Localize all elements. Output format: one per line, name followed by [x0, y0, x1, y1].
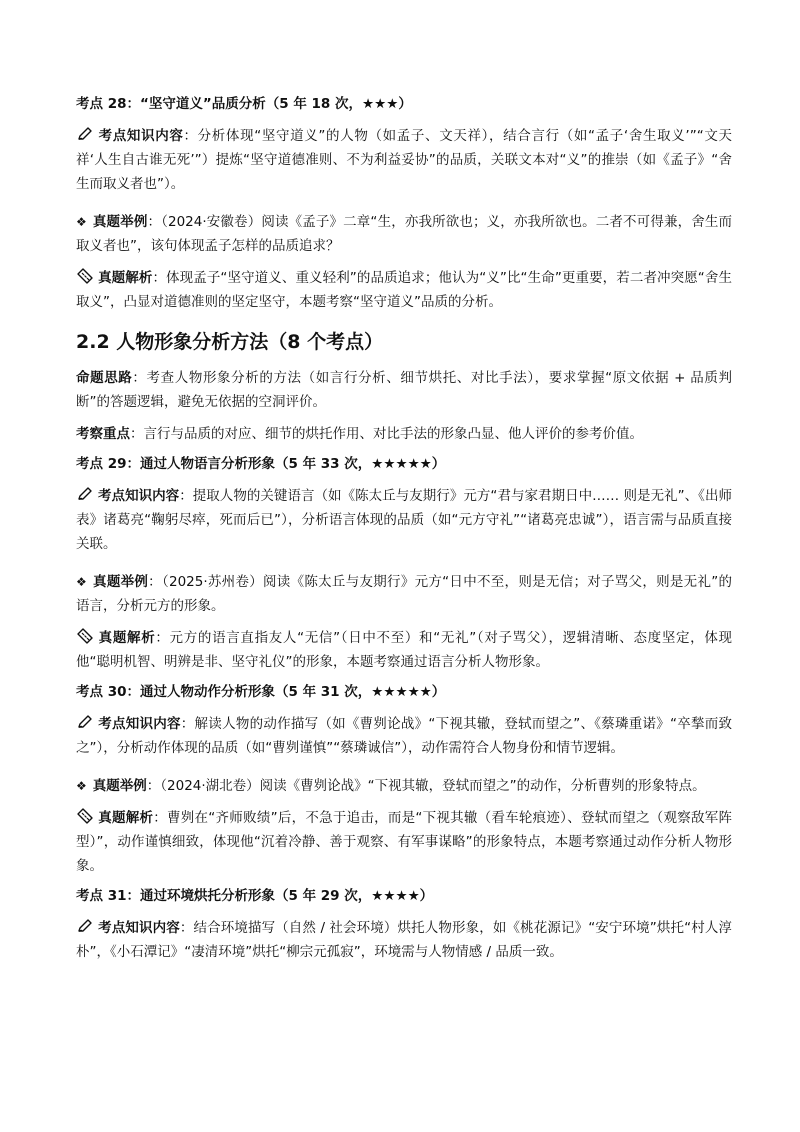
- kp29-knowledge-label: 考点知识内容: [98, 488, 180, 504]
- section-idea: [76, 366, 732, 414]
- ruler-icon: [76, 808, 94, 824]
- ruler-icon: [76, 268, 94, 284]
- section-idea-text: ：考查人物形象分析的方法（如言行分析、细节烘托、对比手法），要求掌握“原文依据 + 品质判断”的答题逻辑，避免无依据的空洞评价。: [76, 370, 733, 410]
- kp28-example: [76, 210, 732, 258]
- diamond-icon: ❖: [76, 779, 87, 793]
- kp28-example-label: 真题举例: [92, 214, 148, 230]
- kp30-knowledge-text: ：解读人物的动作描写（如《曹刿论战》“下视其辙，登轼而望之”、《蔡璘重诺》“卒揫而致之”），分析动作体现的品质（如“曹刿谨慎”“蔡璘诚信”），动作需符合人物身份和情节逻辑。: [76, 716, 733, 756]
- kp28-analysis-text: ：体现孟子“坚守道义、重义轻利”的品质追求；他认为“义”比“生命”更重要，若二者冲突愿“舍生取义”，凸显对道德准则的坚定坚守，本题考察“坚守道义”品质的分析。: [76, 270, 732, 310]
- kp29-example-label: 真题举例: [92, 574, 149, 590]
- diamond-icon: ❖: [76, 215, 87, 229]
- kp31-title: 考点 31：通过环境烘托分析形象（5 年 29 次，★★★★）: [76, 888, 434, 904]
- kp31-knowledge-text: ：结合环境描写（自然 / 社会环境）烘托人物形象，如《桃花源记》“安宁环境”烘托“村人淳朴”，《小石潭记》“凄清环境”烘托“柳宗元孤寂”，环境需与人物情感 / 品质一致。: [76, 920, 732, 960]
- pencil-icon: [76, 486, 94, 502]
- section-focus-label: 考察重点: [76, 426, 130, 442]
- kp31-knowledge: [76, 916, 732, 964]
- section-focus: [76, 422, 732, 446]
- kp30-knowledge-label: 考点知识内容: [98, 716, 181, 732]
- kp29-title: 考点 29：通过人物语言分析形象（5 年 33 次，★★★★★）: [76, 456, 446, 472]
- section-focus-text: ：言行与品质的对应、细节的烘托作用、对比手法的形象凸显、他人评价的参考价值。: [130, 426, 643, 442]
- kp29-analysis-text: ：元方的语言直指友人“无信”（日中不至）和“无礼”（对子骂父），逻辑清晰、态度坚定，体现他“聪明机智、明辨是非、坚守礼仪”的形象，本题考察通过语言分析人物形象。: [76, 630, 733, 670]
- kp30-example-text: ：（2024·湖北卷）阅读《曹刿论战》“下视其辙，登轼而望之”的动作，分析曹刿的形象特点。: [146, 778, 706, 794]
- document-page: [76, 94, 732, 972]
- kp30-analysis-text: ：曹刿在“齐师败绩”后，不急于追击，而是“下视其辙（看车轮痕迹）、登轼而望之（观察敌军阵型）”，动作谨慎细致，体现他“沉着冷静、善于观察、有军事谋略”的形象特点，本题考察通过动作分析人物形象。: [76, 810, 732, 874]
- section-title: 2.2 人物形象分析方法（8 个考点）: [76, 331, 384, 353]
- diamond-icon: ❖: [76, 575, 87, 589]
- kp30-example-label: 真题举例: [92, 778, 147, 794]
- kp31-knowledge-label: 考点知识内容: [98, 920, 180, 936]
- pencil-icon: [76, 126, 94, 142]
- section-idea-label: 命题思路: [76, 370, 133, 386]
- kp29-analysis-label: 真题解析: [98, 630, 156, 646]
- kp28-knowledge-text: ：分析体现“坚守道义”的人物（如孟子、文天祥），结合言行（如“孟子‘舍生取义’”“文天祥‘人生自古谁无死’”）提炼“坚守道德准则、不为利益妥协”的品质，关联文本对“义”的推崇（如《孟子》“舍生而取义者也”）。: [76, 128, 732, 192]
- pencil-icon: [76, 714, 94, 730]
- kp29-knowledge-text: ：提取人物的关键语言（如《陈太丘与友期行》元方“君与家君期日中…… 则是无礼”、《出师表》诸葛亮“鞠躬尽瘁，死而后已”），分析语言体现的品质（如“元方守礼”“诸葛亮忠诚”），语言需与品质直接关联。: [76, 488, 732, 552]
- kp28-knowledge-label: 考点知识内容: [98, 128, 184, 144]
- kp30-title: 考点 30：通过人物动作分析形象（5 年 31 次，★★★★★）: [76, 684, 446, 700]
- kp28-knowledge: [76, 124, 732, 196]
- kp29-example: [76, 570, 732, 618]
- kp28-title: 考点 28：“坚守道义”品质分析（5 年 18 次，★★★）: [76, 96, 412, 112]
- kp29-knowledge: [76, 484, 732, 556]
- kp30-analysis-label: 真题解析: [98, 810, 154, 826]
- kp28-analysis: [76, 266, 732, 314]
- kp28-example-text: ：（2024·安徽卷）阅读《孟子》二章“生，亦我所欲也；义，亦我所欲也。二者不可得兼，舍生而取义者也”，该句体现孟子怎样的品质追求？: [76, 214, 733, 254]
- kp28-analysis-label: 真题解析: [98, 270, 153, 286]
- ruler-icon: [76, 628, 94, 644]
- kp30-knowledge: [76, 712, 732, 760]
- kp30-analysis: [76, 806, 732, 878]
- kp29-analysis: [76, 626, 732, 674]
- kp29-example-text: ：（2025·苏州卷）阅读《陈太丘与友期行》元方“日中不至，则是无信；对子骂父，则是无礼”的语言，分析元方的形象。: [76, 574, 733, 614]
- pencil-icon: [76, 918, 94, 934]
- kp30-example: [76, 774, 732, 798]
